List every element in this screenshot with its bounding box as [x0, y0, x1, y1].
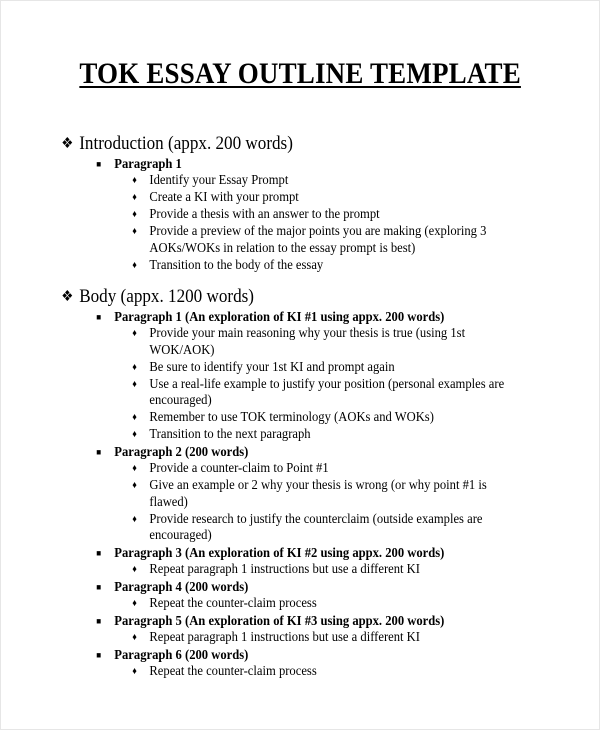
bullet-list [0, 562, 600, 579]
square-bullet-icon: ■ [96, 312, 102, 322]
square-bullet-icon: ■ [96, 548, 102, 558]
diamond-small-icon: ♦ [132, 226, 137, 237]
diamond-small-icon: ♦ [132, 480, 137, 491]
paragraph-heading: ■ Paragraph 5 (An exploration of KI #3 using appx. 200 words) [96, 614, 445, 629]
list-item: ♦ Provide a thesis with an answer to the prompt [132, 207, 380, 222]
bullet-list [0, 173, 600, 274]
diamond-bullet-icon: ❖ [61, 289, 74, 305]
paragraph-heading: ■ Paragraph 1 (An exploration of KI #1 using appx. 200 words) [96, 310, 445, 325]
bullet-list [0, 326, 600, 444]
square-bullet-icon: ■ [96, 159, 102, 169]
section-introduction [0, 132, 600, 275]
list-item: ♦ Repeat the counter-claim process [132, 596, 317, 611]
bullet-list [0, 461, 600, 545]
list-item: ♦ Create a KI with your prompt [132, 190, 299, 205]
paragraph-heading: ■ Paragraph 1 [96, 157, 182, 172]
diamond-small-icon: ♦ [132, 632, 137, 643]
diamond-small-icon: ♦ [132, 463, 137, 474]
diamond-small-icon: ♦ [132, 209, 137, 220]
list-item: ♦ Transition to the body of the essay [132, 257, 324, 273]
diamond-small-icon: ♦ [132, 666, 137, 677]
diamond-small-icon: ♦ [132, 412, 137, 423]
diamond-small-icon: ♦ [132, 328, 137, 339]
diamond-small-icon: ♦ [132, 598, 137, 609]
list-item: ♦ Repeat paragraph 1 instructions but use a different KI [132, 562, 420, 577]
diamond-small-icon: ♦ [132, 259, 137, 271]
list-item: ♦ Transition to the next paragraph [132, 427, 311, 442]
paragraph-heading: ■ Paragraph 4 (200 words) [96, 580, 249, 595]
square-bullet-icon: ■ [96, 616, 102, 626]
bullet-list [0, 664, 600, 681]
section-heading: ❖ Introduction (appx. 200 words) [61, 133, 293, 154]
list-item: ♦ Identify your Essay Prompt [132, 173, 289, 188]
square-bullet-icon: ■ [96, 650, 102, 660]
diamond-small-icon: ♦ [132, 564, 137, 575]
diamond-small-icon: ♦ [132, 378, 137, 390]
square-bullet-icon: ■ [96, 447, 102, 457]
section-body [0, 285, 600, 681]
list-item: ♦ Give an example or 2 why your thesis is wrong (or why point #1 is flawed) [132, 478, 487, 510]
paragraph-heading: ■ Paragraph 6 (200 words) [96, 648, 249, 663]
bullet-list [0, 596, 600, 613]
list-item: ♦ Provide research to justify the counterclaim (outside examples are encouraged) [132, 511, 483, 543]
section-heading: ❖ Body (appx. 1200 words) [61, 286, 254, 307]
paragraph-heading: ■ Paragraph 3 (An exploration of KI #2 using appx. 200 words) [96, 546, 445, 561]
list-item: ♦ Repeat paragraph 1 instructions but use a different KI [132, 630, 420, 645]
paragraph-heading: ■ Paragraph 2 (200 words) [96, 445, 249, 460]
diamond-small-icon: ♦ [132, 429, 137, 440]
list-item: ♦ Remember to use TOK terminology (AOKs and WOKs) [132, 410, 434, 425]
list-item: ♦ Provide a counter-claim to Point #1 [132, 461, 329, 476]
list-item: ♦ Repeat the counter-claim process [132, 664, 317, 679]
square-bullet-icon: ■ [96, 582, 102, 592]
diamond-small-icon: ♦ [132, 175, 137, 186]
bullet-list [0, 630, 600, 647]
diamond-small-icon: ♦ [132, 192, 137, 203]
list-item: ♦ Use a real-life example to justify your position (personal examples are encouraged) [132, 376, 505, 408]
diamond-bullet-icon: ❖ [61, 136, 74, 152]
diamond-small-icon: ♦ [132, 513, 137, 525]
list-item: ♦ Provide a preview of the major points you are making (exploring 3 AOKs/WOKs in relation to the essay prompt is best) [132, 224, 487, 256]
list-item: ♦ Be sure to identify your 1st KI and prompt again [132, 359, 395, 375]
document-title: TOK ESSAY OUTLINE TEMPLATE [79, 57, 521, 90]
list-item: ♦ Provide your main reasoning why your thesis is true (using 1st WOK/AOK) [132, 326, 466, 358]
diamond-small-icon: ♦ [132, 361, 137, 373]
